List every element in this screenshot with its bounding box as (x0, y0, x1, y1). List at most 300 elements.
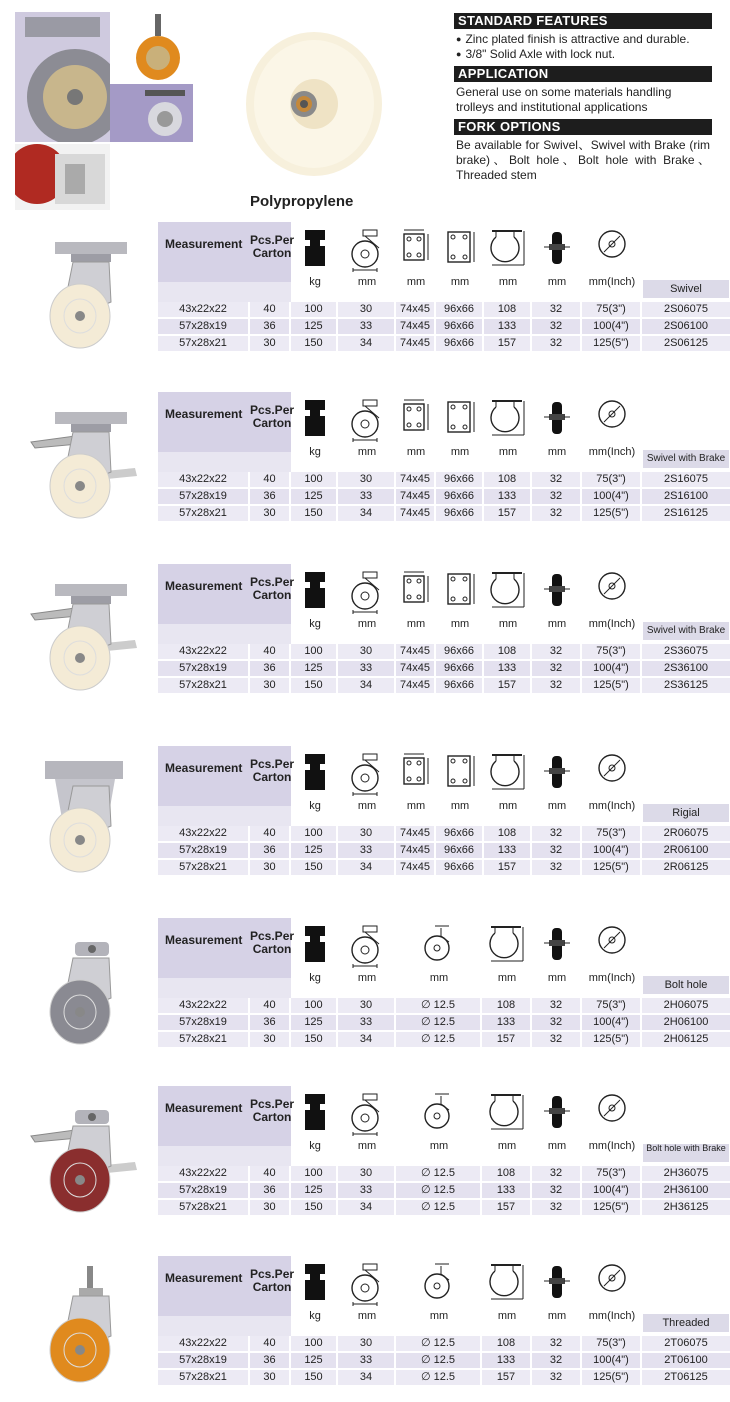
features-panel (454, 13, 712, 187)
plate-size-icon (398, 228, 434, 273)
table-row (158, 1183, 730, 1199)
table-cell: 34 (338, 860, 396, 875)
table-row (158, 678, 730, 694)
table-cell: 43x22x22 (158, 826, 250, 841)
table-cell: ∅ 12.5 (396, 1200, 482, 1215)
header-strip (158, 452, 291, 472)
table-cell: 32 (532, 1353, 582, 1368)
wheel-diameter-icon (596, 752, 628, 789)
unit-label: kg (309, 618, 321, 630)
table-row (158, 1336, 730, 1352)
table-cell: 57x28x19 (158, 489, 250, 504)
table-cell: 150 (291, 506, 338, 521)
measurement-header: Measurement (165, 237, 243, 251)
table-cell: 100(4") (582, 1015, 642, 1030)
table-cell: 36 (250, 843, 291, 858)
table-cell: ∅ 12.5 (396, 1183, 482, 1198)
table-row (158, 319, 730, 335)
table-cell: 33 (338, 1015, 396, 1030)
table-row (158, 998, 730, 1014)
unit-label: mm (357, 972, 377, 984)
table-cell: 30 (250, 506, 291, 521)
pcs-per-carton-header: Pcs.Per Carton (250, 929, 295, 956)
table-cell: 34 (338, 1032, 396, 1047)
caster-product-image (25, 1266, 145, 1386)
load-icon (302, 1262, 328, 1307)
wheel-offset-icon (349, 570, 385, 619)
feature-bullet: ● 3/8" Solid Axle with lock nut. (456, 47, 710, 62)
spec-column-header (338, 1088, 396, 1160)
table-cell: 96x66 (436, 302, 484, 317)
table-cell: 74x45 (396, 319, 436, 334)
table-cell: 74x45 (396, 826, 436, 841)
table-cell: 32 (532, 644, 582, 659)
spec-column-header (396, 920, 482, 992)
model-code-cell: 2H36125 (663, 1201, 709, 1213)
spec-column-header (582, 224, 642, 296)
table-cell: 125(5") (582, 1370, 642, 1385)
pcs-per-carton-header: Pcs.Per Carton (250, 233, 295, 260)
application-text: General use on some materials handling trolleys and institutional applications (456, 85, 672, 114)
table-cell: 32 (532, 1166, 582, 1181)
table-row (158, 1353, 730, 1369)
unit-label: mm (450, 446, 470, 458)
table-cell: 32 (532, 1183, 582, 1198)
table-row (158, 302, 730, 318)
caster-type-label: Rigial (643, 804, 729, 822)
table-cell: 108 (484, 472, 532, 487)
unit-label: mm (547, 1140, 567, 1152)
table-cell: 32 (532, 1032, 582, 1047)
table-cell: 34 (338, 506, 396, 521)
table-row (158, 1200, 730, 1216)
table-cell: 125 (291, 1015, 338, 1030)
product-section (0, 746, 730, 886)
spec-column-header (396, 224, 436, 296)
table-cell: 32 (532, 302, 582, 317)
table-cell: 30 (250, 1200, 291, 1215)
unit-label: kg (309, 1140, 321, 1152)
spec-column-header (482, 1258, 532, 1330)
spec-column-header (582, 920, 642, 992)
wheel-diameter-icon (596, 924, 628, 961)
model-code-cell: 2R06100 (663, 844, 709, 856)
table-cell: ∅ 12.5 (396, 1166, 482, 1181)
spec-column-header (482, 1088, 532, 1160)
table-cell: 108 (484, 826, 532, 841)
table-cell: 34 (338, 678, 396, 693)
overall-height-icon (487, 924, 527, 969)
table-cell: 133 (482, 1353, 532, 1368)
table-cell: ∅ 12.5 (396, 1370, 482, 1385)
table-cell: 100(4") (582, 1183, 642, 1198)
table-cell: 40 (250, 998, 291, 1013)
table-cell: 133 (482, 1015, 532, 1030)
table-cell: 57x28x19 (158, 661, 250, 676)
model-code-cell: 2H06125 (663, 1033, 709, 1045)
spec-column-header (582, 1088, 642, 1160)
spec-column-header (532, 394, 582, 466)
unit-label: mm (498, 276, 518, 288)
spec-column-header (532, 566, 582, 638)
table-cell: 32 (532, 1370, 582, 1385)
caster-product-image (25, 928, 145, 1048)
table-cell: 32 (532, 472, 582, 487)
unit-label: mm (498, 800, 518, 812)
table-row (158, 1032, 730, 1048)
spec-column-header (396, 748, 436, 820)
thumbnail-collage (15, 12, 193, 210)
table-cell: ∅ 12.5 (396, 1336, 482, 1351)
table-cell: 33 (338, 319, 396, 334)
table-cell: 125 (291, 489, 338, 504)
table-cell: 74x45 (396, 489, 436, 504)
model-code-cell: 2H06075 (663, 999, 709, 1011)
table-cell: 57x28x21 (158, 1200, 250, 1215)
table-cell: 133 (484, 319, 532, 334)
table-cell: 125 (291, 1183, 338, 1198)
unit-label: kg (309, 1310, 321, 1322)
caster-product-image (25, 574, 145, 694)
unit-label: mm (429, 1140, 449, 1152)
bolt-spacing-icon (442, 398, 478, 443)
model-code-cell: 2T06075 (664, 1337, 708, 1349)
unit-label: mm (357, 618, 377, 630)
unit-label: mm(Inch) (588, 1310, 636, 1322)
unit-label: mm (429, 1310, 449, 1322)
spec-column-header (292, 1088, 338, 1160)
table-cell: 100(4") (582, 489, 642, 504)
unit-label: mm (547, 618, 567, 630)
table-cell: 34 (338, 1200, 396, 1215)
unit-label: mm (498, 446, 518, 458)
unit-label: kg (309, 800, 321, 812)
table-cell: 96x66 (436, 843, 484, 858)
overall-height-icon (487, 1262, 527, 1307)
unit-label: mm (406, 800, 426, 812)
table-cell: 32 (532, 336, 582, 351)
bolt-spacing-icon (442, 570, 478, 615)
table-cell: 157 (484, 336, 532, 351)
table-cell: 74x45 (396, 843, 436, 858)
unit-label: mm (406, 446, 426, 458)
table-cell: 74x45 (396, 644, 436, 659)
spec-column-header (338, 920, 396, 992)
table-cell: 125 (291, 1353, 338, 1368)
table-cell: 43x22x22 (158, 1166, 250, 1181)
unit-label: mm (450, 618, 470, 630)
table-cell: 30 (250, 678, 291, 693)
spec-column-header (292, 1258, 338, 1330)
pcs-per-carton-header: Pcs.Per Carton (250, 757, 295, 784)
model-code-cell: 2S36100 (663, 662, 709, 674)
unit-label: mm (450, 276, 470, 288)
table-cell: 57x28x21 (158, 678, 250, 693)
table-cell: 75(3") (582, 1166, 642, 1181)
table-cell: 157 (484, 860, 532, 875)
spec-column-header (292, 566, 338, 638)
table-cell: 125 (291, 661, 338, 676)
table-cell: 30 (250, 1370, 291, 1385)
wheel-offset-icon (349, 1092, 385, 1141)
table-cell: 150 (291, 860, 338, 875)
thumb-orange-wheel (110, 12, 193, 84)
table-cell: 125 (291, 843, 338, 858)
table-cell: ∅ 12.5 (396, 1032, 482, 1047)
table-cell: 33 (338, 1353, 396, 1368)
model-code-cell: 2S06125 (663, 337, 709, 349)
table-cell: 96x66 (436, 661, 484, 676)
spec-column-header (396, 1088, 482, 1160)
table-cell: 32 (532, 860, 582, 875)
unit-label: mm (547, 800, 567, 812)
unit-label: mm (497, 1140, 517, 1152)
spec-column-header (292, 920, 338, 992)
load-icon (302, 398, 328, 443)
table-row (158, 826, 730, 842)
caster-type-label: Swivel with Brake (643, 622, 729, 640)
spec-column-header (338, 748, 396, 820)
measurement-header: Measurement (165, 1101, 243, 1115)
caster-product-image (25, 1096, 145, 1216)
model-code-cell: 2S16125 (663, 507, 709, 519)
table-cell: 157 (482, 1370, 532, 1385)
polypropylene-wheel-image (244, 30, 384, 178)
table-cell: 125(5") (582, 336, 642, 351)
wheel-width-icon (542, 924, 572, 969)
table-cell: 32 (532, 678, 582, 693)
table-cell: 30 (338, 472, 396, 487)
model-code-cell: 2R06075 (663, 827, 709, 839)
measurement-header: Measurement (165, 1271, 243, 1285)
spec-column-header (582, 748, 642, 820)
model-code-cell: 2H06100 (663, 1016, 709, 1028)
table-cell: 30 (250, 336, 291, 351)
table-cell: 100 (291, 1166, 338, 1181)
table-cell: 74x45 (396, 678, 436, 693)
table-cell: ∅ 12.5 (396, 998, 482, 1013)
wheel-width-icon (542, 570, 572, 615)
product-section (0, 1086, 730, 1226)
wheel-width-icon (542, 1262, 572, 1307)
table-cell: 74x45 (396, 302, 436, 317)
spec-column-header (292, 394, 338, 466)
caster-product-image (25, 232, 145, 352)
pcs-per-carton-header: Pcs.Per Carton (250, 575, 295, 602)
table-cell: 30 (338, 1336, 396, 1351)
table-cell: 96x66 (436, 319, 484, 334)
table-cell: 96x66 (436, 472, 484, 487)
model-code-cell: 2S06075 (663, 303, 709, 315)
unit-label: mm (450, 800, 470, 812)
load-icon (302, 228, 328, 273)
table-cell: 108 (482, 1336, 532, 1351)
table-cell: 74x45 (396, 860, 436, 875)
table-cell: 36 (250, 1183, 291, 1198)
table-cell: 57x28x19 (158, 1353, 250, 1368)
model-code-cell: 2S36075 (663, 645, 709, 657)
product-section (0, 222, 730, 362)
table-cell: 133 (484, 843, 532, 858)
model-code-cell: 2H36075 (663, 1167, 709, 1179)
unit-label: mm (357, 276, 377, 288)
wheel-diameter-icon (596, 1092, 628, 1129)
bolt-hole-icon (421, 1262, 457, 1307)
table-cell: 40 (250, 1336, 291, 1351)
table-cell: 100 (291, 826, 338, 841)
table-cell: 43x22x22 (158, 472, 250, 487)
unit-label: mm (497, 1310, 517, 1322)
spec-column-header (292, 748, 338, 820)
table-cell: 74x45 (396, 506, 436, 521)
caster-type-label: Threaded (643, 1314, 729, 1332)
table-cell: 74x45 (396, 661, 436, 676)
bolt-spacing-icon (442, 752, 478, 797)
feature-title-fork-options: FORK OPTIONS (454, 119, 712, 135)
table-cell: 100(4") (582, 1353, 642, 1368)
bolt-spacing-icon (442, 228, 478, 273)
pcs-per-carton-header: Pcs.Per Carton (250, 1097, 295, 1124)
unit-label: mm (429, 972, 449, 984)
spec-column-header (436, 566, 484, 638)
spec-column-header (436, 394, 484, 466)
load-icon (302, 570, 328, 615)
table-cell: 150 (291, 336, 338, 351)
table-cell: 33 (338, 489, 396, 504)
table-cell: 125(5") (582, 1200, 642, 1215)
unit-label: mm (497, 972, 517, 984)
table-cell: 34 (338, 1370, 396, 1385)
table-cell: 34 (338, 336, 396, 351)
model-code-cell: 2T06100 (664, 1354, 708, 1366)
table-cell: 33 (338, 1183, 396, 1198)
unit-label: mm(Inch) (588, 446, 636, 458)
spec-column-header (396, 394, 436, 466)
plate-size-icon (398, 570, 434, 615)
table-cell: 96x66 (436, 506, 484, 521)
table-cell: 32 (532, 489, 582, 504)
wheel-width-icon (542, 1092, 572, 1137)
wheel-offset-icon (349, 398, 385, 447)
table-row (158, 336, 730, 352)
spec-column-header (532, 1258, 582, 1330)
table-cell: 33 (338, 661, 396, 676)
table-cell: 150 (291, 1370, 338, 1385)
table-cell: 108 (482, 1166, 532, 1181)
product-section (0, 918, 730, 1058)
table-cell: 43x22x22 (158, 998, 250, 1013)
thumb-grey-wheel (15, 12, 110, 142)
spec-column-header (484, 224, 532, 296)
table-cell: 125(5") (582, 1032, 642, 1047)
unit-label: mm (357, 800, 377, 812)
caster-type-label: Bolt hole with Brake (643, 1144, 729, 1162)
spec-column-header (396, 566, 436, 638)
table-cell: 30 (250, 860, 291, 875)
overall-height-icon (488, 398, 528, 443)
spec-column-header (484, 394, 532, 466)
overall-height-icon (488, 570, 528, 615)
table-cell: 150 (291, 678, 338, 693)
load-icon (302, 752, 328, 797)
wheel-diameter-icon (596, 228, 628, 265)
table-cell: 125(5") (582, 678, 642, 693)
material-label: Polypropylene (250, 193, 354, 210)
table-cell: 40 (250, 302, 291, 317)
table-cell: 57x28x19 (158, 843, 250, 858)
caster-type-label: Swivel (643, 280, 729, 298)
spec-column-header (532, 748, 582, 820)
unit-label: kg (309, 446, 321, 458)
unit-label: mm (498, 618, 518, 630)
header-strip (158, 1146, 291, 1166)
table-cell: 57x28x21 (158, 1370, 250, 1385)
spec-column-header (292, 224, 338, 296)
caster-product-image (25, 756, 145, 876)
unit-label: mm (547, 972, 567, 984)
table-cell: 100(4") (582, 843, 642, 858)
bolt-hole-icon (421, 924, 457, 969)
table-cell: 32 (532, 998, 582, 1013)
overall-height-icon (487, 1092, 527, 1137)
table-cell: 75(3") (582, 644, 642, 659)
spec-column-header (338, 224, 396, 296)
wheel-width-icon (542, 398, 572, 443)
table-row (158, 506, 730, 522)
table-cell: 40 (250, 1166, 291, 1181)
table-cell: 157 (484, 678, 532, 693)
measurement-header: Measurement (165, 407, 243, 421)
spec-column-header (582, 394, 642, 466)
table-cell: 43x22x22 (158, 302, 250, 317)
table-cell: 75(3") (582, 472, 642, 487)
table-cell: 96x66 (436, 489, 484, 504)
table-row (158, 1166, 730, 1182)
load-icon (302, 1092, 328, 1137)
table-cell: 133 (484, 661, 532, 676)
model-code-cell: 2R06125 (663, 861, 709, 873)
table-cell: 57x28x21 (158, 336, 250, 351)
bolt-hole-icon (421, 1092, 457, 1137)
spec-column-header (436, 224, 484, 296)
thumb-red-wheel (15, 144, 110, 210)
table-cell: 108 (484, 302, 532, 317)
table-cell: 30 (338, 998, 396, 1013)
spec-column-header (338, 1258, 396, 1330)
table-cell: 96x66 (436, 678, 484, 693)
table-cell: 150 (291, 1200, 338, 1215)
table-cell: 75(3") (582, 826, 642, 841)
header-strip (158, 1316, 291, 1336)
table-cell: 125(5") (582, 860, 642, 875)
table-cell: 30 (250, 1032, 291, 1047)
table-cell: 157 (484, 506, 532, 521)
product-section (0, 1256, 730, 1396)
feature-bullets (454, 29, 712, 66)
spec-column-header (338, 566, 396, 638)
wheel-offset-icon (349, 752, 385, 801)
table-cell: 157 (482, 1032, 532, 1047)
table-cell: 32 (532, 826, 582, 841)
spec-column-header (532, 224, 582, 296)
table-cell: 57x28x21 (158, 860, 250, 875)
wheel-offset-icon (349, 1262, 385, 1311)
table-cell: 157 (482, 1200, 532, 1215)
wheel-diameter-icon (596, 398, 628, 435)
feature-title-application: APPLICATION (454, 66, 712, 82)
unit-label: mm (547, 276, 567, 288)
table-cell: 100 (291, 302, 338, 317)
